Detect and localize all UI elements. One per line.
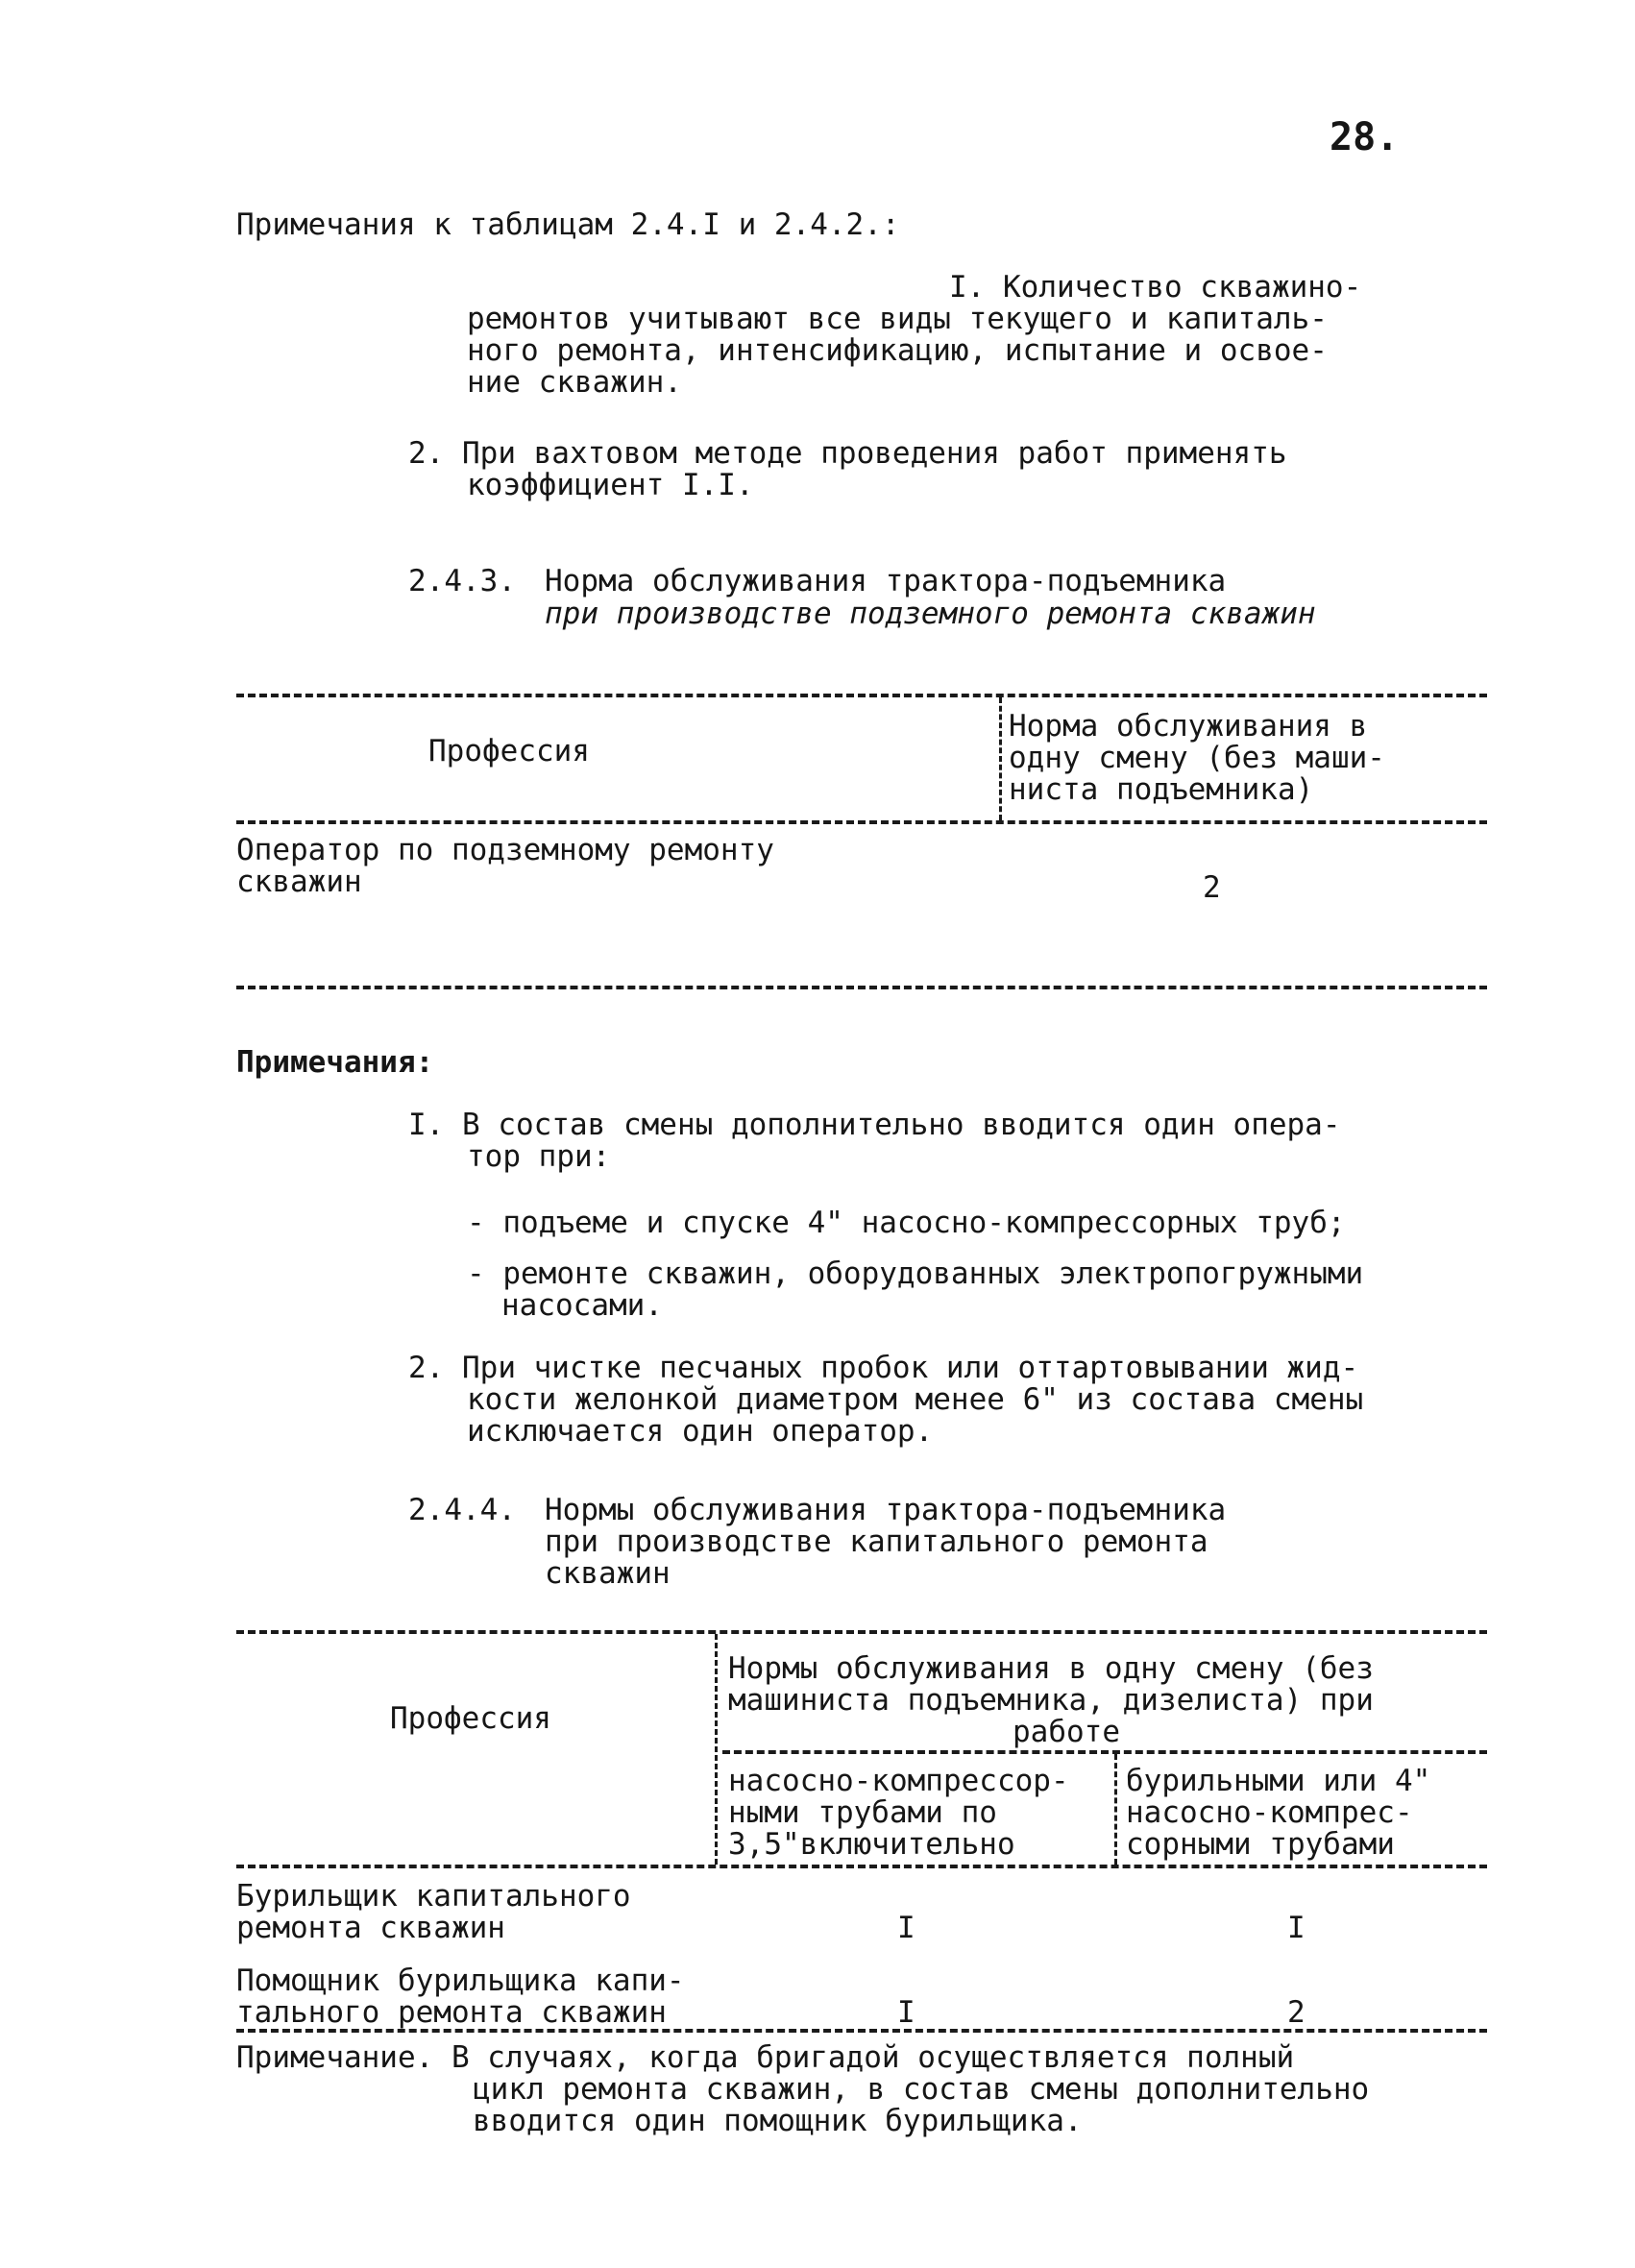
table2-row2-v2: 2 <box>1287 1995 1306 2030</box>
table2-group-header-line1: Нормы обслуживания в одну смену (без <box>728 1651 1374 1686</box>
table2-bottom-rule <box>236 2029 1487 2033</box>
table2-subheader-rule <box>722 1750 1487 1754</box>
table1-header-rule <box>236 820 1487 824</box>
section-243-title-line1: Норма обслуживания трактора-подъемника <box>545 564 1227 598</box>
table2-sub1-line3: 3,5"включительно <box>728 1827 1015 1862</box>
table2-top-rule <box>236 1630 1487 1634</box>
final-note-line2: цикл ремонта скважин, в состав смены дополнительно <box>473 2072 1370 2107</box>
notes2-header: Примечания: <box>236 1045 434 1080</box>
table1-row-profession-line1: Оператор по подземному ремонту <box>236 833 774 867</box>
table1-row-profession-line2: скважин <box>236 865 362 899</box>
section-243-number: 2.4.3. <box>408 564 516 598</box>
table2-row2-profession-line2: тального ремонта скважин <box>236 1995 667 2030</box>
notes2-item1-line1: I. В состав смены дополнительно вводится один опера- <box>408 1108 1341 1142</box>
table1-column-divider <box>999 697 1002 820</box>
notes2-item2-line2: кости желонкой диаметром менее 6" из состава смены <box>467 1382 1364 1417</box>
note1-line1: I. Количество скважино- <box>949 270 1362 305</box>
table1-col2-header-line3: ниста подъемника) <box>1009 772 1314 807</box>
table2-header-rule <box>236 1865 1487 1868</box>
page-number: 28. <box>1330 115 1400 159</box>
table2-sub1-line1: насосно-компрессор- <box>728 1764 1069 1798</box>
notes2-item2-line3: исключается один оператор. <box>467 1414 934 1449</box>
table2-row1-v1: I <box>897 1911 915 1945</box>
table2-row2-profession-line1: Помощник бурильщика капи- <box>236 1963 685 1998</box>
note1-line3: ного ремонта, интенсификацию, испытание и освое- <box>467 333 1328 368</box>
table2-sub1-line2: ными трубами по <box>728 1795 997 1830</box>
notes2-bullet2-line1: - ремонте скважин, оборудованных электропогружными <box>467 1256 1364 1291</box>
table2-sub2-line1: бурильными или 4" <box>1126 1764 1431 1798</box>
table2-group-header-line3: работе <box>1013 1715 1120 1749</box>
notes2-item2-line1: 2. При чистке песчаных пробок или оттартовывании жид- <box>408 1351 1359 1385</box>
section-244-title-line1: Нормы обслуживания трактора-подъемника <box>545 1493 1227 1527</box>
note2-line2: коэффициент I.I. <box>467 468 754 502</box>
table1-top-rule <box>236 694 1487 697</box>
table1-bottom-rule <box>236 986 1487 989</box>
final-note-line3: вводится один помощник бурильщика. <box>473 2104 1083 2138</box>
section-244-title-line3: скважин <box>545 1556 671 1591</box>
table2-row2-v1: I <box>897 1995 915 2030</box>
table2-row1-v2: I <box>1287 1911 1306 1945</box>
final-note-line1: Примечание. В случаях, когда бригадой осуществляется полный <box>236 2040 1295 2075</box>
note1-line2: ремонтов учитывают все виды текущего и капиталь- <box>467 302 1328 336</box>
table2-subcolumn-divider <box>1114 1754 1117 1865</box>
table1-col1-header: Профессия <box>428 734 590 768</box>
table2-sub2-line3: сорными трубами <box>1126 1827 1395 1862</box>
notes2-bullet2-line2: насосами. <box>501 1288 663 1323</box>
note1-line4: ние скважин. <box>467 365 682 400</box>
section-243-title-line2: при производстве подземного ремонта скважин <box>545 597 1316 631</box>
note2-line1: 2. При вахтовом методе проведения работ применять <box>408 436 1287 471</box>
table1-col2-header-line2: одну смену (без маши- <box>1009 741 1385 775</box>
table2-row1-profession-line2: ремонта скважин <box>236 1911 505 1945</box>
table2-row1-profession-line1: Бурильщик капитального <box>236 1879 631 1914</box>
notes2-item1-line2: тор при: <box>467 1139 611 1174</box>
notes-header: Примечания к таблицам 2.4.I и 2.4.2.: <box>236 207 900 242</box>
notes2-bullet1: - подъеме и спуске 4" насосно-компрессорных труб; <box>467 1206 1346 1240</box>
table2-sub2-line2: насосно-компрес- <box>1126 1795 1413 1830</box>
table2-column-divider <box>715 1634 718 1865</box>
section-244-title-line2: при производстве капитального ремонта <box>545 1524 1208 1559</box>
table1-row-norm: 2 <box>1203 870 1221 905</box>
table2-group-header-line2: машиниста подъемника, дизелиста) при <box>728 1683 1374 1718</box>
table2-col1-header: Профессия <box>390 1701 551 1736</box>
table1-col2-header-line1: Норма обслуживания в <box>1009 709 1368 744</box>
section-244-number: 2.4.4. <box>408 1493 516 1527</box>
